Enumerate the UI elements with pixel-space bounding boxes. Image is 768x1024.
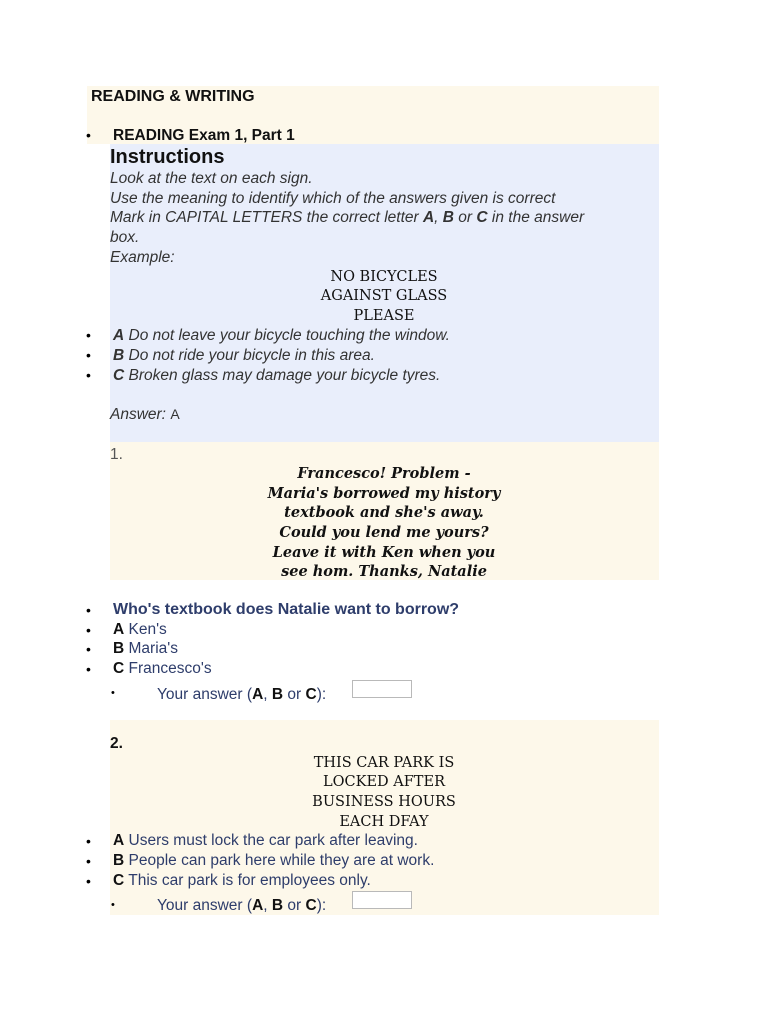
bullet-icon: •: [86, 661, 91, 677]
question2-sign-line: EACH DFAY: [339, 814, 429, 830]
bullet-icon: •: [86, 853, 91, 869]
bullet-icon: •: [86, 641, 91, 657]
question1-sign-line: see hom. Thanks, Natalie: [281, 563, 487, 580]
question1-answer-prompt: Your answer (A, B or C):: [157, 686, 327, 703]
instruction-line-3: Mark in CAPITAL LETTERS the correct letter A, B or C in the answer: [110, 209, 585, 226]
example-sign-line: NO BICYCLES: [330, 269, 438, 285]
instructions-heading: Instructions: [110, 146, 225, 168]
bullet-icon: •: [86, 367, 91, 383]
bullet-icon: •: [86, 873, 91, 889]
question1-text: Who's textbook does Natalie want to borrow?: [113, 601, 460, 618]
question2-answer-input[interactable]: [352, 891, 412, 909]
bullet-icon: •: [86, 347, 91, 363]
question1-option-b: B Maria's: [113, 640, 178, 657]
example-sign-line: PLEASE: [353, 308, 415, 324]
question2-sign-line: BUSINESS HOURS: [312, 794, 456, 810]
bullet-icon: •: [86, 833, 91, 849]
question2-sign-line: THIS CAR PARK IS: [313, 755, 455, 771]
example-option-b: B Do not ride your bicycle in this area.: [113, 347, 375, 364]
bullet-icon: •: [86, 622, 91, 638]
bullet-icon: •: [111, 687, 115, 699]
instruction-line-1: Look at the text on each sign.: [110, 170, 313, 187]
question1-answer-input[interactable]: [352, 680, 412, 698]
question2-sign-line: LOCKED AFTER: [323, 774, 445, 790]
example-sign-line: AGAINST GLASS: [320, 288, 448, 304]
question2-number: 2.: [110, 735, 123, 752]
bullet-icon: •: [86, 602, 91, 618]
question1-option-c: C Francesco's: [113, 660, 212, 677]
section-title: READING & WRITING: [91, 88, 255, 105]
question1-option-a: A Ken's: [113, 621, 167, 638]
question2-option-c: C This car park is for employees only.: [113, 872, 371, 889]
question2-option-b: B People can park here while they are at work.: [113, 852, 435, 869]
instruction-line-4: box.: [110, 229, 140, 246]
question1-sign-line: textbook and she's away.: [284, 504, 484, 521]
exam-title: READING Exam 1, Part 1: [113, 127, 295, 144]
question1-sign-line: Leave it with Ken when you: [272, 544, 496, 561]
question1-sign-line: Could you lend me yours?: [279, 524, 489, 541]
example-option-a: A Do not leave your bicycle touching the window.: [113, 327, 450, 344]
question2-answer-prompt: Your answer (A, B or C):: [157, 897, 327, 914]
example-option-c: C Broken glass may damage your bicycle tyres.: [113, 367, 441, 384]
question1-number: 1.: [110, 446, 123, 463]
example-answer: Answer: A: [110, 406, 180, 423]
instruction-line-2: Use the meaning to identify which of the answers given is correct: [110, 190, 556, 207]
bullet-icon: •: [86, 327, 91, 343]
question1-sign-line: Francesco! Problem -: [297, 465, 471, 482]
question1-sign-line: Maria's borrowed my history: [267, 485, 501, 502]
bullet-icon: •: [86, 127, 91, 143]
bullet-icon: •: [111, 899, 115, 911]
question2-option-a: A Users must lock the car park after leaving.: [113, 832, 418, 849]
example-label: Example:: [110, 249, 175, 266]
